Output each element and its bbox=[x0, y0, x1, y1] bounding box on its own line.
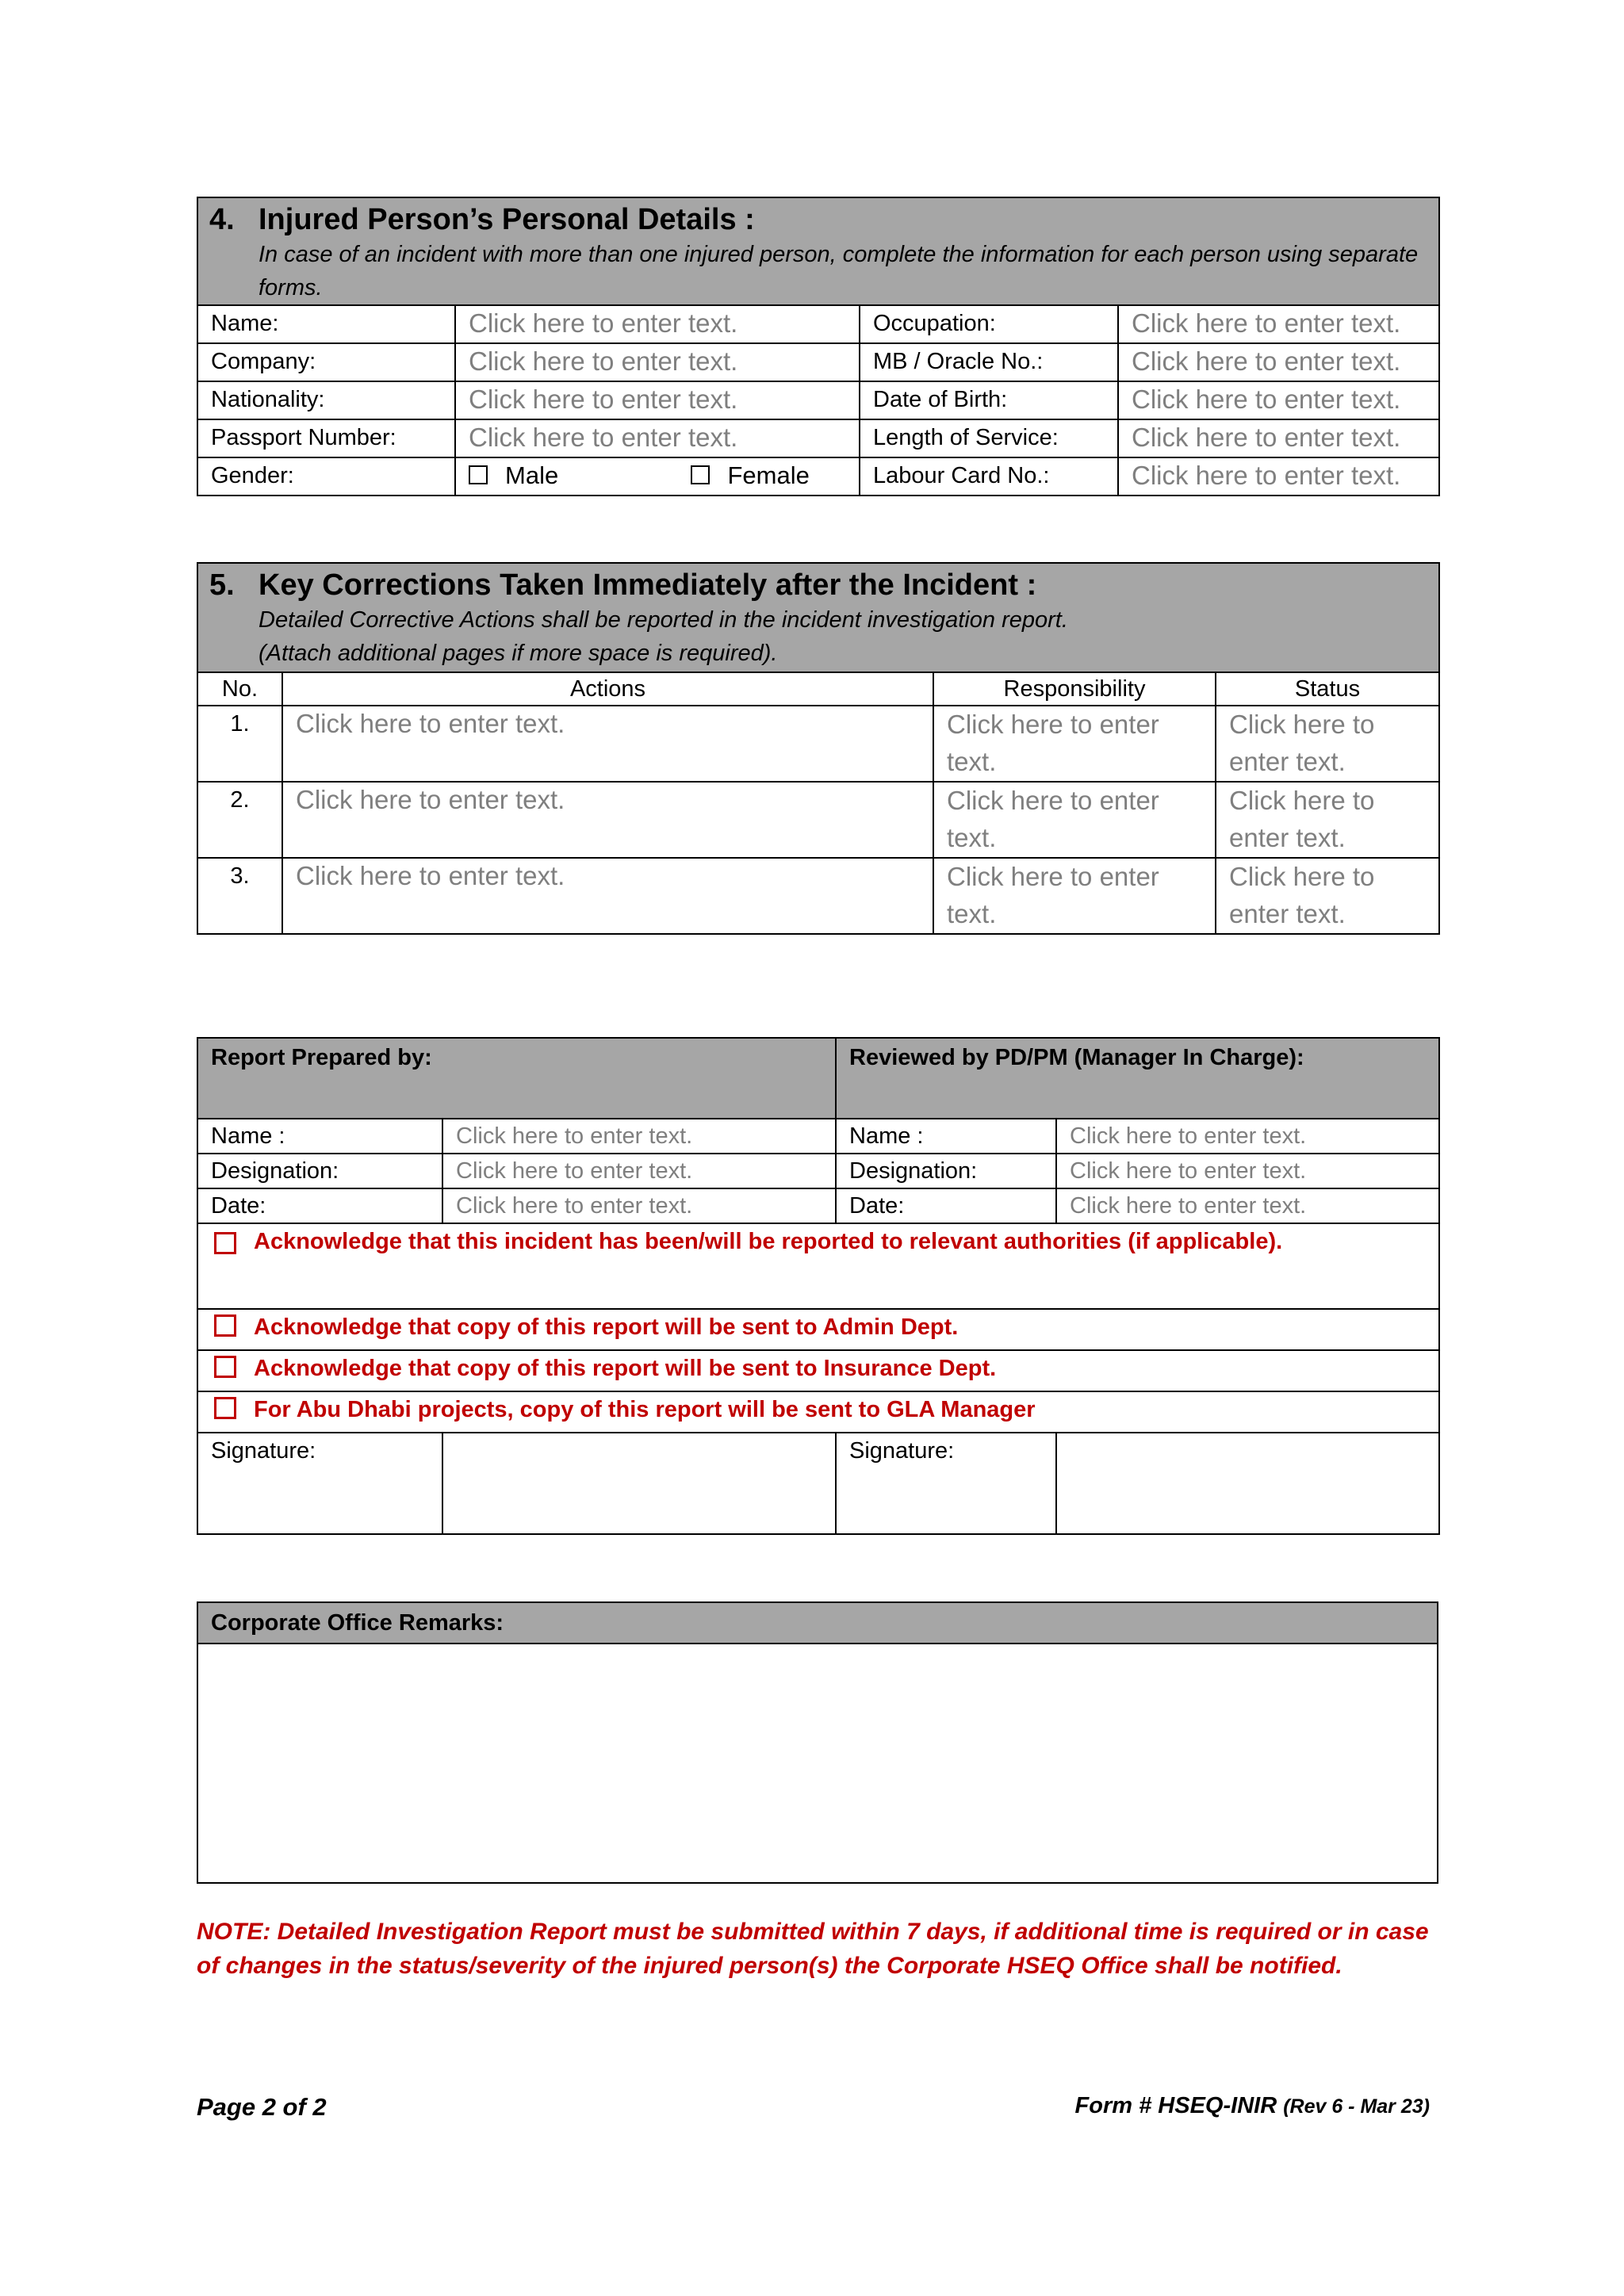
sign-off-table bbox=[197, 1037, 1440, 1535]
gender-male-option[interactable] bbox=[469, 461, 558, 489]
form-revision: (Rev 6 - Mar 23) bbox=[1283, 2095, 1430, 2118]
column-header-status: Status bbox=[1216, 672, 1439, 706]
prepared-designation-label: Designation: bbox=[197, 1154, 442, 1188]
column-header-no: No. bbox=[197, 672, 282, 706]
prepared-signature-field[interactable] bbox=[442, 1433, 836, 1534]
section4-header bbox=[197, 197, 1439, 305]
female-checkbox-icon[interactable] bbox=[691, 465, 710, 484]
form-number bbox=[1075, 2093, 1430, 2119]
table-row bbox=[197, 858, 1439, 934]
row-number: 3. bbox=[197, 858, 282, 934]
section5-note-line2: (Attach additional pages if more space is required). bbox=[259, 641, 778, 666]
label-name: Name: bbox=[197, 305, 455, 343]
corporate-remarks-field[interactable] bbox=[197, 1644, 1438, 1883]
label-labour-card: Labour Card No.: bbox=[860, 457, 1118, 496]
reviewed-designation-label: Designation: bbox=[836, 1154, 1056, 1188]
prepared-date-label: Date: bbox=[197, 1188, 442, 1223]
section5-header bbox=[197, 563, 1439, 672]
column-header-responsibility: Responsibility bbox=[933, 672, 1216, 706]
prepared-name-label: Name : bbox=[197, 1119, 442, 1154]
gender-female-option[interactable] bbox=[691, 461, 809, 489]
reviewed-designation-input[interactable]: Click here to enter text. bbox=[1070, 1158, 1307, 1184]
status-input[interactable]: Click here to enter text. bbox=[1229, 786, 1375, 852]
section5-number: 5. bbox=[209, 568, 235, 602]
corporate-remarks-table bbox=[197, 1601, 1438, 1884]
status-input[interactable]: Click here to enter text. bbox=[1229, 862, 1375, 928]
action-input[interactable]: Click here to enter text. bbox=[296, 861, 565, 890]
row-number: 1. bbox=[197, 706, 282, 782]
ack-authorities-checkbox-icon[interactable] bbox=[214, 1232, 236, 1254]
ack-insurance-text: Acknowledge that copy of this report will be sent to Insurance Dept. bbox=[254, 1356, 997, 1381]
section5-title: Key Corrections Taken Immediately after the Incident : bbox=[259, 568, 1037, 602]
occupation-input[interactable]: Click here to enter text. bbox=[1132, 308, 1401, 338]
section5-note-line1: Detailed Corrective Actions shall be reported in the incident investigation report. bbox=[259, 607, 1068, 633]
male-label: Male bbox=[505, 461, 559, 489]
label-passport-number: Passport Number: bbox=[197, 419, 455, 457]
ack-admin-row bbox=[197, 1309, 1439, 1350]
action-input[interactable]: Click here to enter text. bbox=[296, 785, 565, 814]
ack-insurance-row bbox=[197, 1350, 1439, 1391]
table-row bbox=[197, 706, 1439, 782]
name-input[interactable]: Click here to enter text. bbox=[469, 308, 738, 338]
date-of-birth-input[interactable]: Click here to enter text. bbox=[1132, 385, 1401, 414]
ack-admin-checkbox-icon[interactable] bbox=[214, 1314, 236, 1337]
reviewed-name-input[interactable]: Click here to enter text. bbox=[1070, 1123, 1307, 1149]
male-checkbox-icon[interactable] bbox=[469, 465, 488, 484]
label-nationality: Nationality: bbox=[197, 381, 455, 419]
reviewed-date-input[interactable]: Click here to enter text. bbox=[1070, 1193, 1307, 1219]
status-input[interactable]: Click here to enter text. bbox=[1229, 710, 1375, 776]
nationality-input[interactable]: Click here to enter text. bbox=[469, 385, 738, 414]
section4-note: In case of an incident with more than one injured person, complete the information for each person using separate forms. bbox=[259, 242, 1419, 300]
ack-authorities-text: Acknowledge that this incident has been/will be reported to relevant authorities (if applicable). bbox=[254, 1229, 1283, 1254]
prepared-signature-label: Signature: bbox=[197, 1433, 442, 1534]
reviewed-signature-field[interactable] bbox=[1056, 1433, 1439, 1534]
label-occupation: Occupation: bbox=[860, 305, 1118, 343]
prepared-name-input[interactable]: Click here to enter text. bbox=[456, 1123, 693, 1149]
prepared-by-heading: Report Prepared by: bbox=[197, 1038, 836, 1119]
responsibility-input[interactable]: Click here to enter text. bbox=[947, 862, 1159, 928]
length-of-service-input[interactable]: Click here to enter text. bbox=[1132, 423, 1401, 452]
mb-oracle-input[interactable]: Click here to enter text. bbox=[1132, 346, 1401, 376]
page-number: Page 2 of 2 bbox=[197, 2093, 327, 2121]
section4-number: 4. bbox=[209, 203, 235, 236]
form-id: Form # HSEQ-INIR bbox=[1074, 2093, 1277, 2118]
row-number: 2. bbox=[197, 782, 282, 858]
table-row bbox=[197, 782, 1439, 858]
responsibility-input[interactable]: Click here to enter text. bbox=[947, 786, 1159, 852]
prepared-date-input[interactable]: Click here to enter text. bbox=[456, 1193, 693, 1219]
action-input[interactable]: Click here to enter text. bbox=[296, 709, 565, 738]
company-input[interactable]: Click here to enter text. bbox=[469, 346, 738, 376]
reviewed-date-label: Date: bbox=[836, 1188, 1056, 1223]
labour-card-input[interactable]: Click here to enter text. bbox=[1132, 461, 1401, 490]
ack-authorities-row bbox=[197, 1223, 1439, 1309]
ack-gla-row bbox=[197, 1391, 1439, 1433]
label-date-of-birth: Date of Birth: bbox=[860, 381, 1118, 419]
ack-gla-text: For Abu Dhabi projects, copy of this report will be sent to GLA Manager bbox=[254, 1397, 1036, 1422]
passport-number-input[interactable]: Click here to enter text. bbox=[469, 423, 738, 452]
ack-gla-checkbox-icon[interactable] bbox=[214, 1397, 236, 1419]
ack-admin-text: Acknowledge that copy of this report will be sent to Admin Dept. bbox=[254, 1314, 959, 1340]
column-header-actions: Actions bbox=[282, 672, 933, 706]
label-company: Company: bbox=[197, 343, 455, 381]
label-gender: Gender: bbox=[197, 457, 455, 496]
reviewed-signature-label: Signature: bbox=[836, 1433, 1056, 1534]
key-corrections-table bbox=[197, 562, 1440, 935]
section4-title: Injured Person’s Personal Details : bbox=[259, 203, 755, 236]
reviewed-by-heading: Reviewed by PD/PM (Manager In Charge): bbox=[836, 1038, 1439, 1119]
corporate-remarks-heading: Corporate Office Remarks: bbox=[197, 1602, 1438, 1644]
female-label: Female bbox=[727, 461, 810, 489]
prepared-designation-input[interactable]: Click here to enter text. bbox=[456, 1158, 693, 1184]
label-mb-oracle: MB / Oracle No.: bbox=[860, 343, 1118, 381]
responsibility-input[interactable]: Click here to enter text. bbox=[947, 710, 1159, 776]
ack-insurance-checkbox-icon[interactable] bbox=[214, 1356, 236, 1378]
injured-person-details-table bbox=[197, 197, 1440, 496]
submission-note: NOTE: Detailed Investigation Report must be submitted within 7 days, if additional time is required or in case of changes in the status/severity of the injured person(s) the Corporate HSEQ Office shall be notified. bbox=[197, 1919, 1429, 1979]
label-length-of-service: Length of Service: bbox=[860, 419, 1118, 457]
reviewed-name-label: Name : bbox=[836, 1119, 1056, 1154]
